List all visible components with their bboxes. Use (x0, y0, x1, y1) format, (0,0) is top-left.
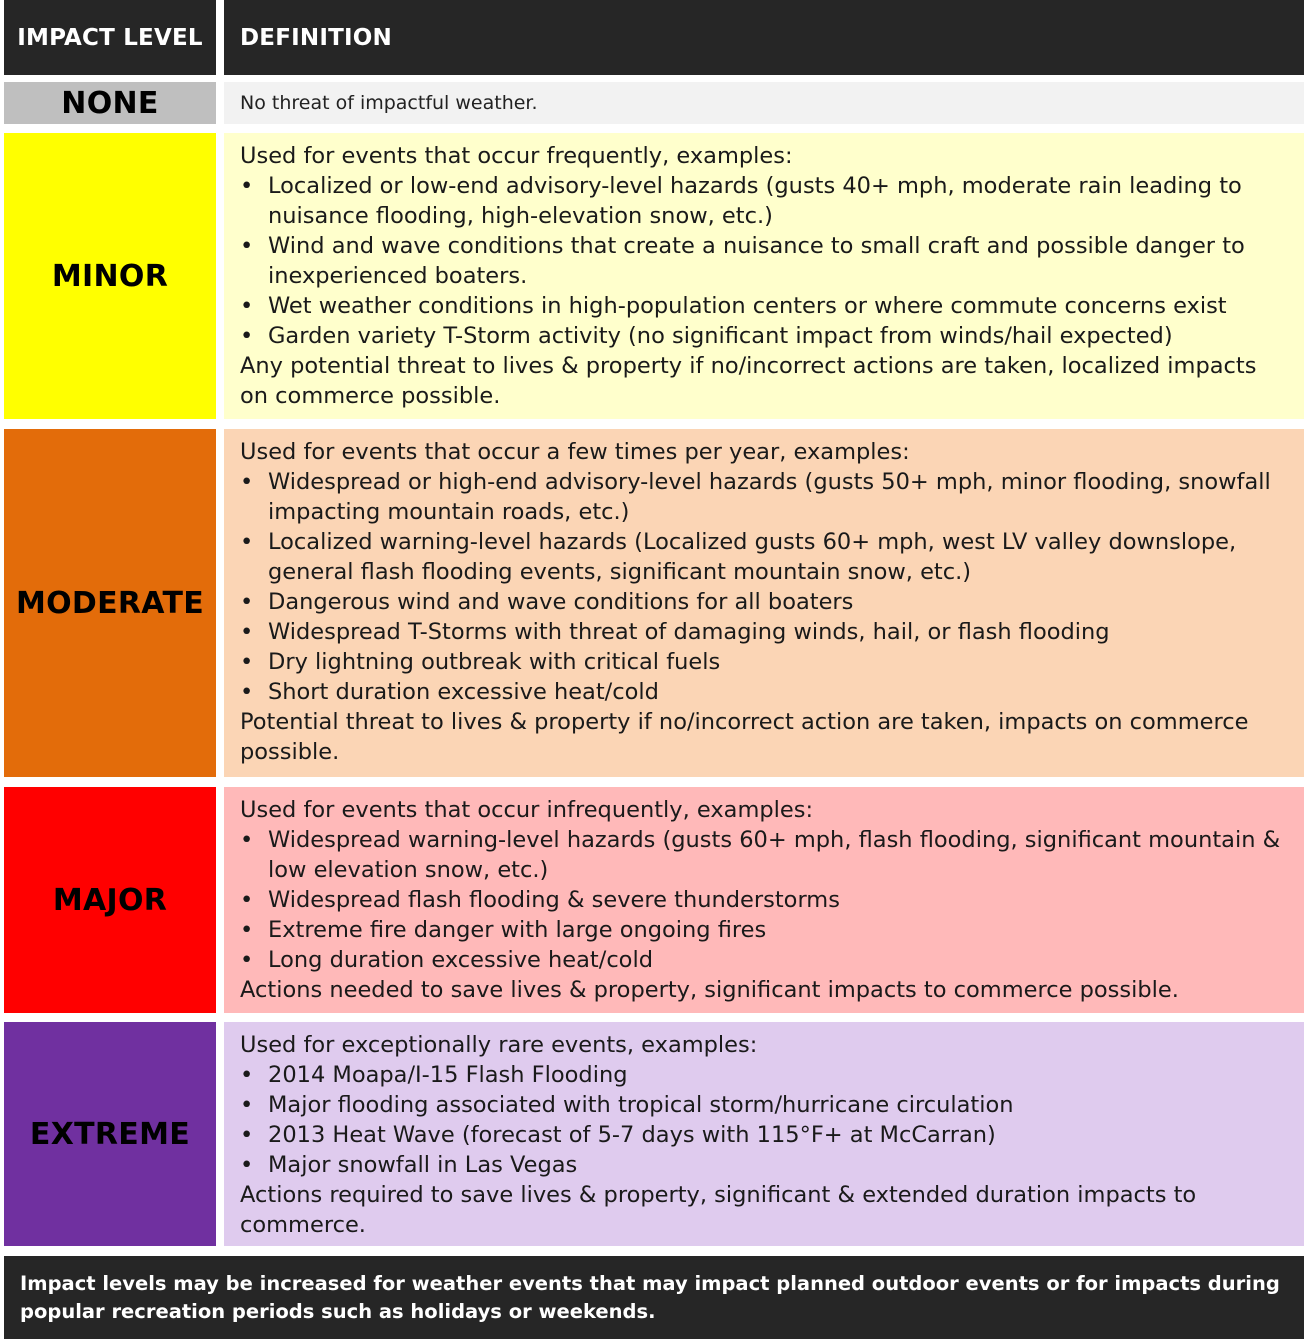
list-item: • Dangerous wind and wave conditions for all boaters (240, 587, 1290, 617)
list-item: • Wet weather conditions in high-population centers or where commute concerns exist (240, 291, 1290, 321)
level-label: MODERATE (15, 585, 205, 621)
definition-bullet-list (240, 467, 1290, 707)
definition-intro: Used for exceptionally rare events, examples: (240, 1032, 758, 1058)
list-item: • Major flooding associated with tropical storm/hurricane circulation (240, 1090, 1290, 1120)
list-item: • 2014 Moapa/I-15 Flash Flooding (240, 1060, 1290, 1090)
definition-none-cell (224, 82, 1304, 124)
definition-outro: Any potential threat to lives & property if no/incorrect actions are taken, localized impacts on commerce possible. (240, 353, 1257, 409)
definition-moderate-cell (224, 429, 1304, 777)
footer-note (4, 1256, 1304, 1339)
level-moderate-cell (4, 429, 216, 777)
definition-minor-cell (224, 133, 1304, 419)
definition-major-cell (224, 787, 1304, 1013)
definition-outro: Actions needed to save lives & property, significant impacts to commerce possible. (240, 977, 1179, 1003)
list-item: • Wind and wave conditions that create a nuisance to small craft and possible danger to inexperienced boaters. (240, 231, 1290, 291)
list-item: • Widespread T-Storms with threat of damaging winds, hail, or flash flooding (240, 617, 1290, 647)
definition-outro: Actions required to save lives & property, significant & extended duration impacts to commerce. (240, 1182, 1197, 1238)
level-label: MINOR (51, 258, 169, 294)
definition-extreme-cell (224, 1022, 1304, 1246)
level-label: MAJOR (52, 882, 168, 918)
level-major-cell (4, 787, 216, 1013)
level-extreme-cell (4, 1022, 216, 1246)
definition-bullet-list (240, 171, 1290, 351)
definition-intro: Used for events that occur a few times per year, examples: (240, 439, 910, 465)
footer-note-text: Impact levels may be increased for weather events that may impact planned outdoor events or for impacts during popular recreation periods such as holidays or weekends. (20, 1272, 1280, 1323)
definition-text: No threat of impactful weather. (240, 92, 538, 114)
list-item: • Short duration excessive heat/cold (240, 677, 1290, 707)
list-item: • Dry lightning outbreak with critical fuels (240, 647, 1290, 677)
definition-bullet-list (240, 1060, 1290, 1180)
list-item: • Major snowfall in Las Vegas (240, 1150, 1290, 1180)
definition-bullet-list (240, 825, 1290, 975)
list-item: • Long duration excessive heat/cold (240, 945, 1290, 975)
level-label: NONE (61, 85, 159, 121)
list-item: • 2013 Heat Wave (forecast of 5-7 days with 115°F+ at McCarran) (240, 1120, 1290, 1150)
header-definition (224, 0, 1304, 75)
list-item: • Widespread flash flooding & severe thunderstorms (240, 885, 1290, 915)
list-item: • Widespread or high-end advisory-level hazards (gusts 50+ mph, minor flooding, snowfall impacting mountain roads, etc.) (240, 467, 1290, 527)
list-item: • Extreme fire danger with large ongoing fires (240, 915, 1290, 945)
level-label: EXTREME (29, 1116, 191, 1152)
level-minor-cell (4, 133, 216, 419)
list-item: • Localized or low-end advisory-level hazards (gusts 40+ mph, moderate rain leading to nuisance flooding, high-elevation snow, etc.) (240, 171, 1290, 231)
list-item: • Garden variety T-Storm activity (no significant impact from winds/hail expected) (240, 321, 1290, 351)
level-none-cell (4, 82, 216, 124)
definition-intro: Used for events that occur infrequently, examples: (240, 797, 814, 823)
header-definition-label: DEFINITION (240, 24, 392, 51)
definition-outro: Potential threat to lives & property if no/incorrect action are taken, impacts on commerce possible. (240, 709, 1249, 765)
definition-intro: Used for events that occur frequently, examples: (240, 143, 793, 169)
header-impact-level-label: IMPACT LEVEL (17, 24, 203, 51)
header-impact-level (4, 0, 216, 75)
list-item: • Localized warning-level hazards (Localized gusts 60+ mph, west LV valley downslope, general flash flooding events, significant mountain snow, etc.) (240, 527, 1290, 587)
list-item: • Widespread warning-level hazards (gusts 60+ mph, flash flooding, significant mountain & low elevation snow, etc.) (240, 825, 1290, 885)
